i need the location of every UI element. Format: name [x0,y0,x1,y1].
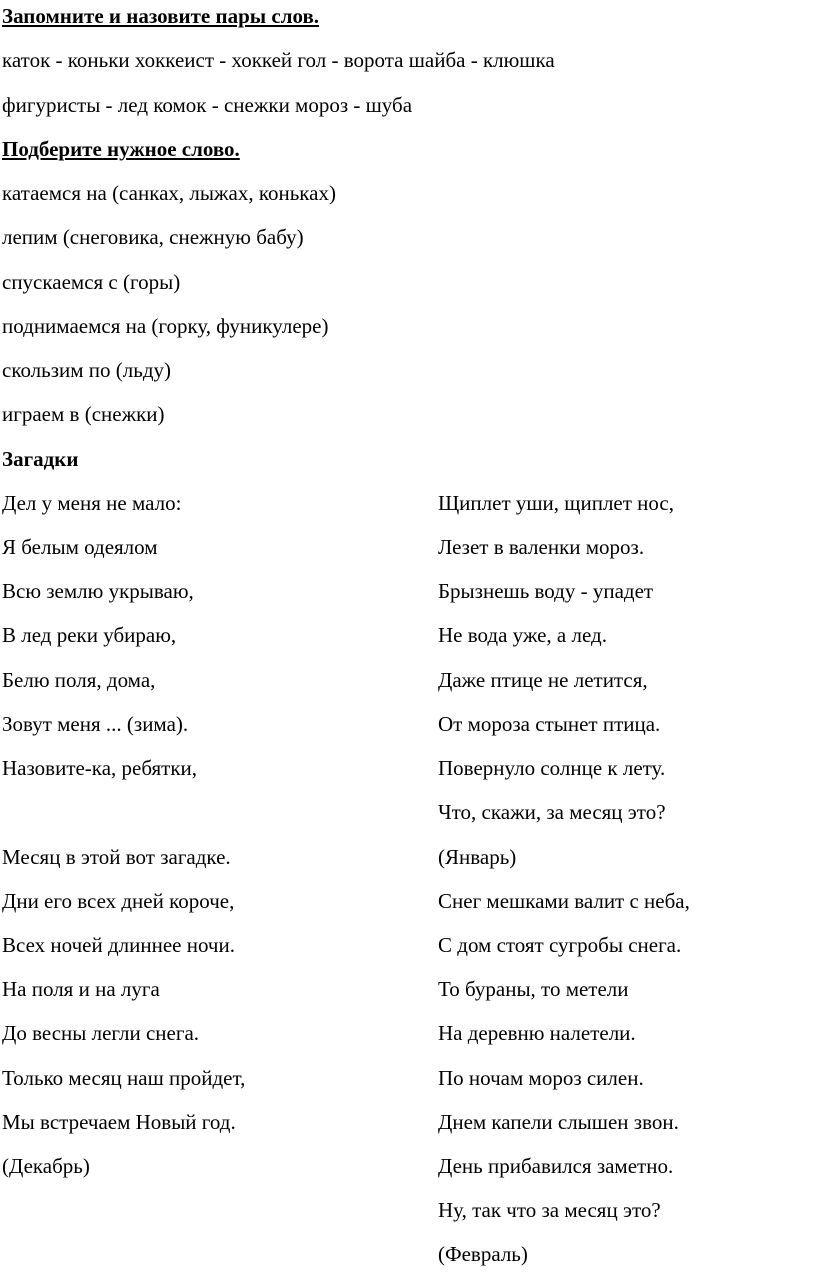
riddle-line-right: Повернуло солнце к лету. [438,756,666,780]
riddle-line-left: Дел у меня не мало: [2,491,182,515]
riddle-line-left: Дни его всех дней короче, [2,889,235,913]
riddle-line-left: Только месяц наш пройдет, [2,1066,246,1090]
riddle-line-right: Не вода уже, а лед. [438,623,607,647]
riddle-line-left: Назовите-ка, ребятки, [2,756,198,780]
choose-word-line: катаемся на (санках, лыжах, коньках) [2,181,336,205]
riddle-line-right: То бураны, то метели [438,977,629,1001]
riddle-line-right: На деревню налетели. [438,1021,636,1045]
choose-word-line: спускаемся с (горы) [2,270,181,294]
riddle-line-right: Днем капели слышен звон. [438,1110,679,1134]
riddle-line-left: Всех ночей длиннее ночи. [2,933,235,957]
riddle-line-right: Щиплет уши, щиплет нос, [438,491,675,515]
riddle-line-right: Снег мешками валит с неба, [438,889,690,913]
riddle-line-left: До весны легли снега. [2,1021,200,1045]
riddle-line-right: День прибавился заметно. [438,1154,674,1178]
riddle-line-left: Белю поля, дома, [2,668,156,692]
riddle-line-right: По ночам мороз силен. [438,1066,644,1090]
riddle-line-right: Брызнешь воду - упадет [438,579,654,603]
riddle-line-right: Ну, так что за месяц это? [438,1198,661,1222]
riddle-line-right: Что, скажи, за месяц это? [438,800,666,824]
riddle-line-right: Даже птице не летится, [438,668,648,692]
riddle-line-left: В лед реки убираю, [2,623,177,647]
riddle-line-left: Я белым одеялом [2,535,158,559]
word-pairs-line: каток - коньки хоккеист - хоккей гол - ворота шайба - клюшка [2,48,555,72]
section-heading-word-pairs: Запомните и назовите пары слов. [2,4,320,28]
riddle-line-left: Зовут меня ... (зима). [2,712,189,736]
section-heading-choose-word: Подберите нужное слово. [2,137,240,161]
section-heading-riddles: Загадки [2,447,79,471]
riddle-line-right: Лезет в валенки мороз. [438,535,645,559]
riddle-line-left: Месяц в этой вот загадке. [2,845,231,869]
riddle-line-left: Мы встречаем Новый год. [2,1110,236,1134]
choose-word-line: играем в (снежки) [2,402,165,426]
riddle-line-left: Всю землю укрываю, [2,579,194,603]
riddle-answer-left: (Декабрь) [2,1154,90,1178]
riddle-line-right: С дом стоят сугробы снега. [438,933,682,957]
riddle-line-left: На поля и на луга [2,977,160,1001]
choose-word-line: поднимаемся на (горку, фуникулере) [2,314,329,338]
choose-word-line: лепим (снеговика, снежную бабу) [2,225,304,249]
riddle-line-right: От мороза стынет птица. [438,712,661,736]
riddle-answer-right: (Февраль) [438,1242,528,1266]
word-pairs-line: фигуристы - лед комок - снежки мороз - шуба [2,93,413,117]
choose-word-line: скользим по (льду) [2,358,172,382]
riddle-answer-right: (Январь) [438,845,517,869]
